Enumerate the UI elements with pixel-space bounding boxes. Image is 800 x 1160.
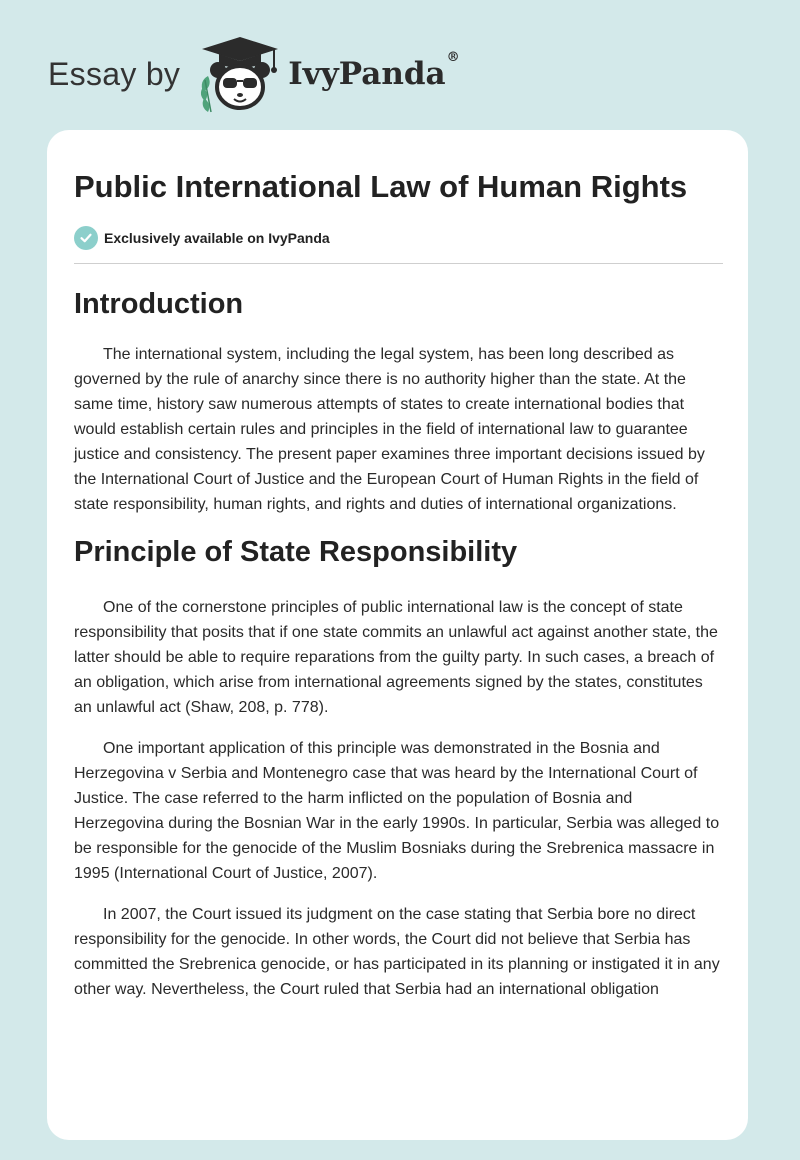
exclusive-badge — [74, 226, 723, 250]
check-icon — [74, 226, 98, 250]
essay-content — [74, 166, 723, 1002]
exclusive-text: Exclusively available on IvyPanda — [104, 230, 330, 246]
divider — [74, 263, 723, 264]
paragraph: In 2007, the Court issued its judgment on the case stating that Serbia bore no direct responsibility for the genocide. In other words, the Court did not believe that Serbia has committed the Srebrenica genocide, or has participated in its planning or instigated it in any other way. Nevertheless, the Court ruled that Serbia had an international obligation — [74, 906, 720, 998]
site-header — [48, 34, 460, 114]
registered-mark: ® — [446, 50, 460, 65]
essay-by-label: Essay by — [48, 55, 181, 92]
ivypanda-brand[interactable] — [288, 50, 460, 92]
section-heading-introduction: Introduction — [74, 288, 244, 320]
paragraph: The international system, including the legal system, has been long described as governed by the rule of anarchy since there is no authority higher than the state. At the same time, history saw numerous attempts of states to create international bodies that would establish certain rules and principles in the field of international law to guarantee justice and consistency. The present paper examines three important decisions issued by the International Court of Justice and the European Court of Human Rights in the field of state responsibility, human rights, and rights and duties of international organizations. — [74, 346, 705, 513]
brand-name-text: IvyPanda — [288, 56, 446, 92]
page-title: Public International Law of Human Rights — [74, 169, 688, 204]
essay-card — [47, 130, 748, 1140]
section-heading-state-responsibility: Principle of State Responsibility — [74, 536, 518, 568]
paragraph: One of the cornerstone principles of public international law is the concept of state responsibility that posits that if one state commits an unlawful act against another state, the latter should be able to require reparations from the guilty party. In such cases, a breach of an obligation, which arise from international agreements signed by the states, constitutes an unlawful act (Shaw, 208, p. 778). — [74, 599, 718, 716]
paragraph: One important application of this principle was demonstrated in the Bosnia and Herzegovina v Serbia and Montenegro case that was heard by the International Court of Justice. The case referred to the harm inflicted on the population of Bosnia and Herzegovina during the Bosnian War in the early 1990s. In particular, Serbia was alleged to be responsible for the genocide of the Muslim Bosniaks during the Srebrenica massacre in 1995 (International Court of Justice, 2007). — [74, 740, 720, 882]
panda-logo-icon[interactable] — [194, 34, 286, 114]
